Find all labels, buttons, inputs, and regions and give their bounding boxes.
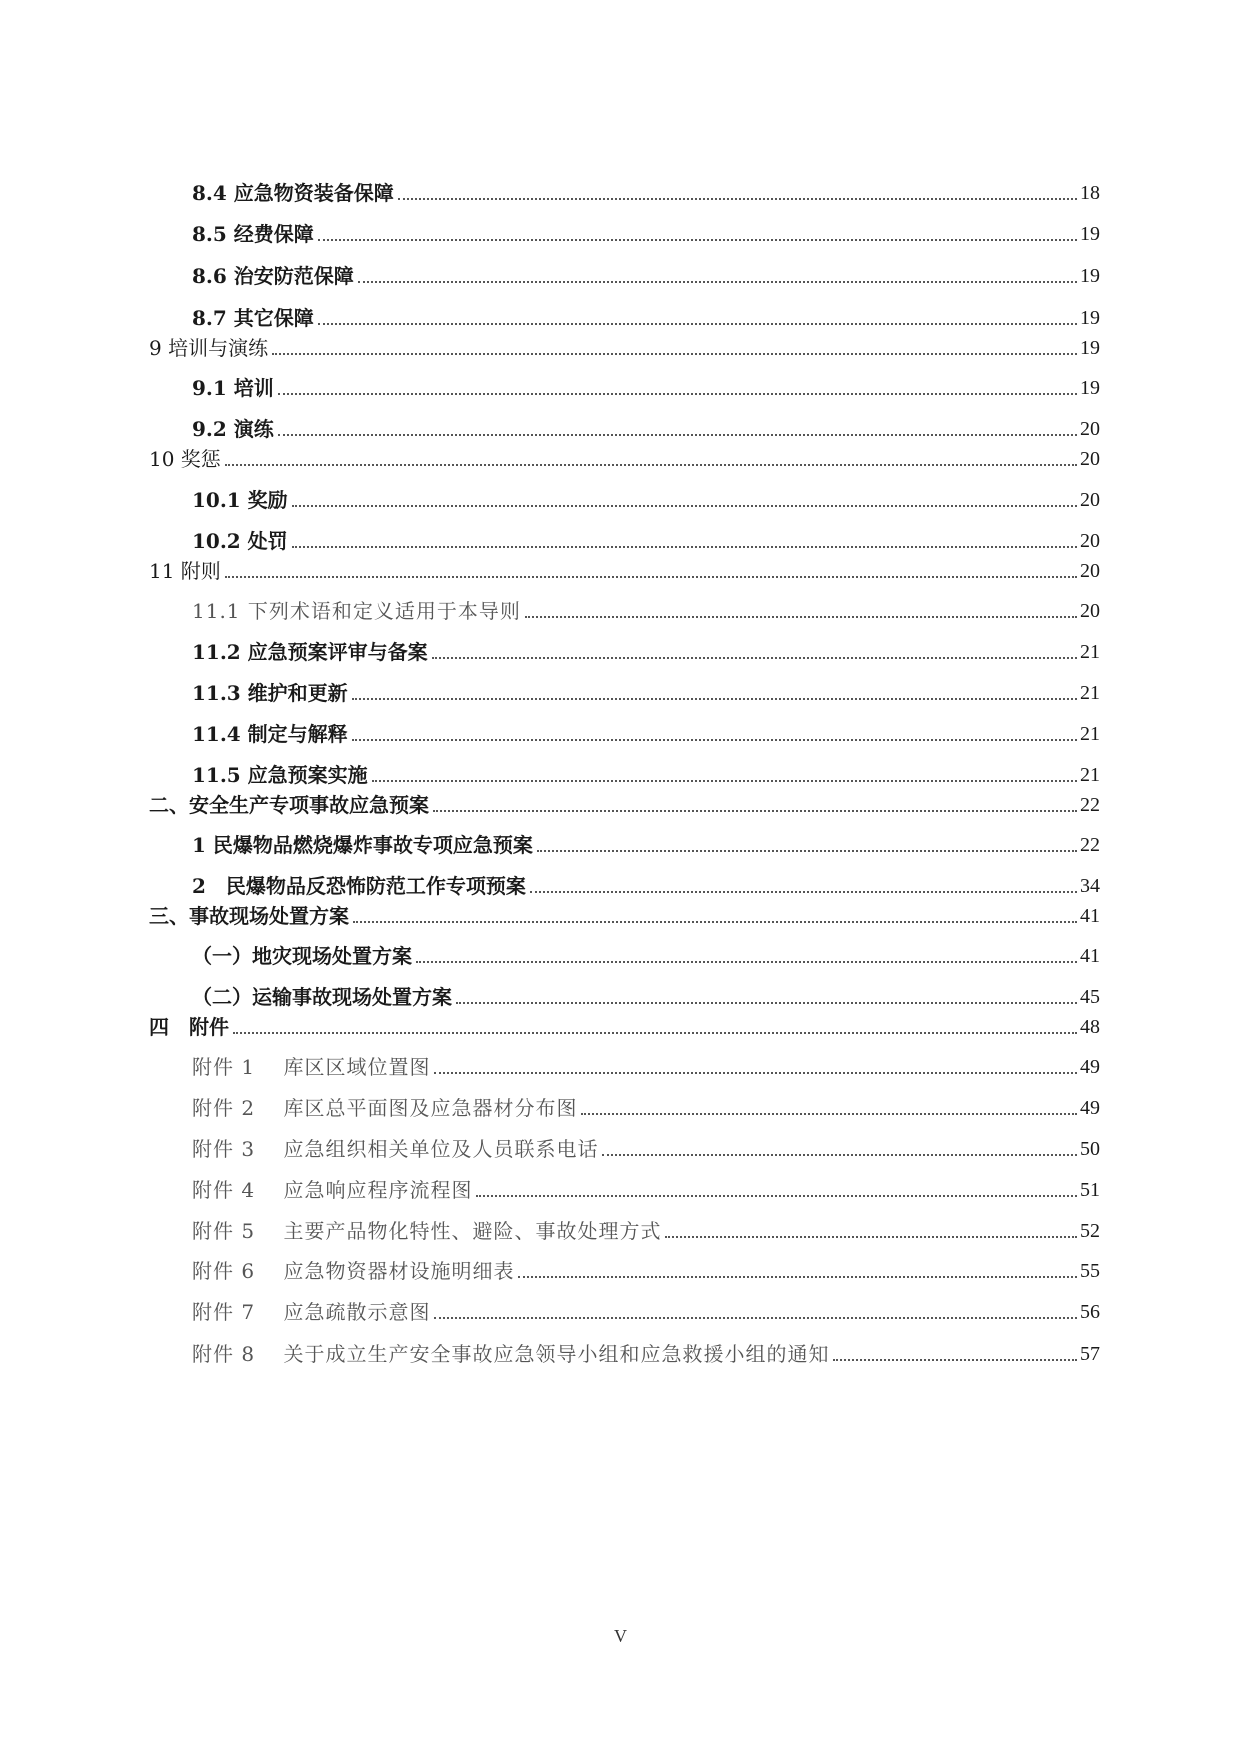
toc-entry-title: 三、事故现场处置方案 bbox=[149, 904, 349, 928]
toc-entry-title: 2 民爆物品反恐怖防范工作专项预案 bbox=[192, 874, 526, 898]
toc-entry-title: 附件 4 应急响应程序流程图 bbox=[192, 1178, 473, 1202]
toc-entry-page-number: 19 bbox=[1080, 377, 1100, 399]
toc-dot-leader bbox=[352, 739, 1077, 741]
toc-dot-leader bbox=[292, 546, 1077, 548]
toc-dot-leader bbox=[353, 921, 1077, 923]
toc-entry[interactable] bbox=[149, 787, 1100, 817]
toc-entry-page-number: 45 bbox=[1080, 986, 1100, 1008]
toc-entry[interactable] bbox=[192, 1336, 1100, 1366]
toc-dot-leader bbox=[318, 239, 1077, 241]
toc-entry-title: 11.3 维护和更新 bbox=[192, 681, 348, 705]
toc-entry-page-number: 56 bbox=[1080, 1301, 1100, 1323]
toc-dot-leader bbox=[352, 698, 1077, 700]
toc-entry-title: 9.2 演练 bbox=[192, 417, 274, 441]
toc-entry-page-number: 20 bbox=[1080, 418, 1100, 440]
toc-dot-leader bbox=[525, 616, 1077, 618]
page-number: V bbox=[614, 1626, 627, 1646]
toc-entry-page-number: 20 bbox=[1080, 489, 1100, 511]
toc-entry-page-number: 20 bbox=[1080, 560, 1100, 582]
toc-entry[interactable] bbox=[192, 1090, 1100, 1120]
toc-entry-page-number: 20 bbox=[1080, 600, 1100, 622]
toc-entry-page-number: 49 bbox=[1080, 1097, 1100, 1119]
toc-entry-title: 1 民爆物品燃烧爆炸事故专项应急预案 bbox=[192, 833, 533, 857]
toc-entry-title: 附件 3 应急组织相关单位及人员联系电话 bbox=[192, 1137, 599, 1161]
toc-entry[interactable] bbox=[192, 1253, 1100, 1283]
toc-dot-leader bbox=[537, 850, 1077, 852]
toc-entry-page-number: 21 bbox=[1080, 682, 1100, 704]
toc-entry-page-number: 48 bbox=[1080, 1016, 1100, 1038]
toc-entry-title: （二）运输事故现场处置方案 bbox=[192, 985, 452, 1009]
toc-dot-leader bbox=[292, 505, 1077, 507]
toc-entry[interactable] bbox=[192, 1294, 1100, 1324]
toc-entry-title: 二、安全生产专项事故应急预案 bbox=[149, 793, 429, 817]
toc-entry[interactable] bbox=[192, 634, 1100, 664]
toc-entry-page-number: 18 bbox=[1080, 182, 1100, 204]
toc-entry[interactable] bbox=[192, 938, 1100, 968]
toc-entry-page-number: 51 bbox=[1080, 1179, 1100, 1201]
toc-entry[interactable] bbox=[192, 411, 1100, 441]
toc-entry-title: 11.4 制定与解释 bbox=[192, 722, 348, 746]
toc-entry-title: 10 奖惩 bbox=[149, 447, 221, 471]
toc-dot-leader bbox=[272, 353, 1077, 355]
toc-entry-title: 8.4 应急物资装备保障 bbox=[192, 181, 394, 205]
toc-dot-leader bbox=[416, 961, 1077, 963]
toc-dot-leader bbox=[318, 323, 1077, 325]
toc-dot-leader bbox=[476, 1195, 1077, 1197]
toc-entry[interactable] bbox=[192, 716, 1100, 746]
toc-dot-leader bbox=[358, 281, 1077, 283]
toc-entry[interactable] bbox=[192, 482, 1100, 512]
toc-dot-leader bbox=[434, 1317, 1077, 1319]
toc-entry-title: 9 培训与演练 bbox=[149, 336, 269, 360]
toc-dot-leader bbox=[278, 434, 1077, 436]
toc-entry-title: 附件 2 库区总平面图及应急器材分布图 bbox=[192, 1096, 578, 1120]
toc-entry-title: 附件 5 主要产品物化特性、避险、事故处理方式 bbox=[192, 1219, 662, 1243]
toc-entry-page-number: 19 bbox=[1080, 337, 1100, 359]
toc-dot-leader bbox=[432, 657, 1077, 659]
toc-dot-leader bbox=[225, 576, 1077, 578]
toc-entry-page-number: 20 bbox=[1080, 448, 1100, 470]
toc-entry-page-number: 19 bbox=[1080, 307, 1100, 329]
toc-entry-title: 11.2 应急预案评审与备案 bbox=[192, 640, 428, 664]
toc-entry-title: 附件 6 应急物资器材设施明细表 bbox=[192, 1259, 515, 1283]
toc-entry-page-number: 19 bbox=[1080, 265, 1100, 287]
toc-entry[interactable] bbox=[149, 898, 1100, 928]
toc-entry-title: 11 附则 bbox=[149, 559, 221, 583]
toc-entry[interactable] bbox=[192, 593, 1100, 623]
toc-entry[interactable] bbox=[192, 175, 1100, 205]
toc-entry-page-number: 21 bbox=[1080, 764, 1100, 786]
toc-entry[interactable] bbox=[192, 523, 1100, 553]
toc-dot-leader bbox=[278, 393, 1077, 395]
toc-entry-title: 8.5 经费保障 bbox=[192, 222, 314, 246]
toc-entry-title: 附件 8 关于成立生产安全事故应急领导小组和应急救援小组的通知 bbox=[192, 1342, 830, 1366]
toc-entry[interactable] bbox=[192, 370, 1100, 400]
toc-entry[interactable] bbox=[192, 1172, 1100, 1202]
toc-entry[interactable] bbox=[192, 258, 1100, 288]
toc-entry[interactable] bbox=[192, 827, 1100, 857]
toc-entry[interactable] bbox=[149, 1009, 1100, 1039]
toc-entry[interactable] bbox=[192, 1131, 1100, 1161]
toc-entry-page-number: 41 bbox=[1080, 905, 1100, 927]
toc-dot-leader bbox=[433, 810, 1077, 812]
toc-entry-page-number: 49 bbox=[1080, 1056, 1100, 1078]
toc-entry-title: 11.5 应急预案实施 bbox=[192, 763, 368, 787]
toc-entry-title: 附件 1 库区区域位置图 bbox=[192, 1055, 431, 1079]
toc-entry-title: 8.7 其它保障 bbox=[192, 306, 314, 330]
toc-dot-leader bbox=[530, 891, 1077, 893]
toc-entry-page-number: 52 bbox=[1080, 1220, 1100, 1242]
toc-entry[interactable] bbox=[149, 553, 1100, 583]
toc-entry-title: 9.1 培训 bbox=[192, 376, 274, 400]
toc-entry[interactable] bbox=[192, 757, 1100, 787]
toc-entry-page-number: 21 bbox=[1080, 723, 1100, 745]
toc-entry-page-number: 21 bbox=[1080, 641, 1100, 663]
toc-entry[interactable] bbox=[192, 300, 1100, 330]
toc-entry-page-number: 19 bbox=[1080, 223, 1100, 245]
toc-dot-leader bbox=[456, 1002, 1077, 1004]
toc-entry-page-number: 34 bbox=[1080, 875, 1100, 897]
toc-dot-leader bbox=[833, 1359, 1077, 1361]
toc-entry-title: 10.1 奖励 bbox=[192, 488, 288, 512]
toc-entry[interactable] bbox=[192, 1049, 1100, 1079]
toc-entry-page-number: 41 bbox=[1080, 945, 1100, 967]
toc-entry[interactable] bbox=[149, 441, 1100, 471]
toc-entry-title: （一）地灾现场处置方案 bbox=[192, 944, 412, 968]
toc-entry-page-number: 50 bbox=[1080, 1138, 1100, 1160]
toc-entry[interactable] bbox=[192, 675, 1100, 705]
toc-entry[interactable] bbox=[192, 216, 1100, 246]
toc-dot-leader bbox=[398, 198, 1077, 200]
toc-entry[interactable] bbox=[192, 868, 1100, 898]
toc-entry[interactable] bbox=[192, 979, 1100, 1009]
toc-entry-page-number: 20 bbox=[1080, 530, 1100, 552]
toc-entry[interactable] bbox=[192, 1213, 1100, 1243]
toc-dot-leader bbox=[602, 1154, 1077, 1156]
toc-dot-leader bbox=[434, 1072, 1077, 1074]
toc-entry-title: 11.1 下列术语和定义适用于本导则 bbox=[192, 599, 521, 623]
toc-dot-leader bbox=[665, 1236, 1077, 1238]
toc-entry-page-number: 55 bbox=[1080, 1260, 1100, 1282]
toc-dot-leader bbox=[581, 1113, 1077, 1115]
toc-entry-title: 四 附件 bbox=[149, 1015, 229, 1039]
toc-dot-leader bbox=[233, 1032, 1077, 1034]
toc-entry-page-number: 22 bbox=[1080, 834, 1100, 856]
toc-entry-title: 附件 7 应急疏散示意图 bbox=[192, 1300, 431, 1324]
toc-entry-title: 8.6 治安防范保障 bbox=[192, 264, 354, 288]
toc-dot-leader bbox=[518, 1276, 1077, 1278]
toc-dot-leader bbox=[225, 464, 1077, 466]
toc-entry-title: 10.2 处罚 bbox=[192, 529, 288, 553]
toc-entry-page-number: 57 bbox=[1080, 1343, 1100, 1365]
toc-entry-page-number: 22 bbox=[1080, 794, 1100, 816]
toc-entry[interactable] bbox=[149, 330, 1100, 360]
toc-dot-leader bbox=[372, 780, 1077, 782]
